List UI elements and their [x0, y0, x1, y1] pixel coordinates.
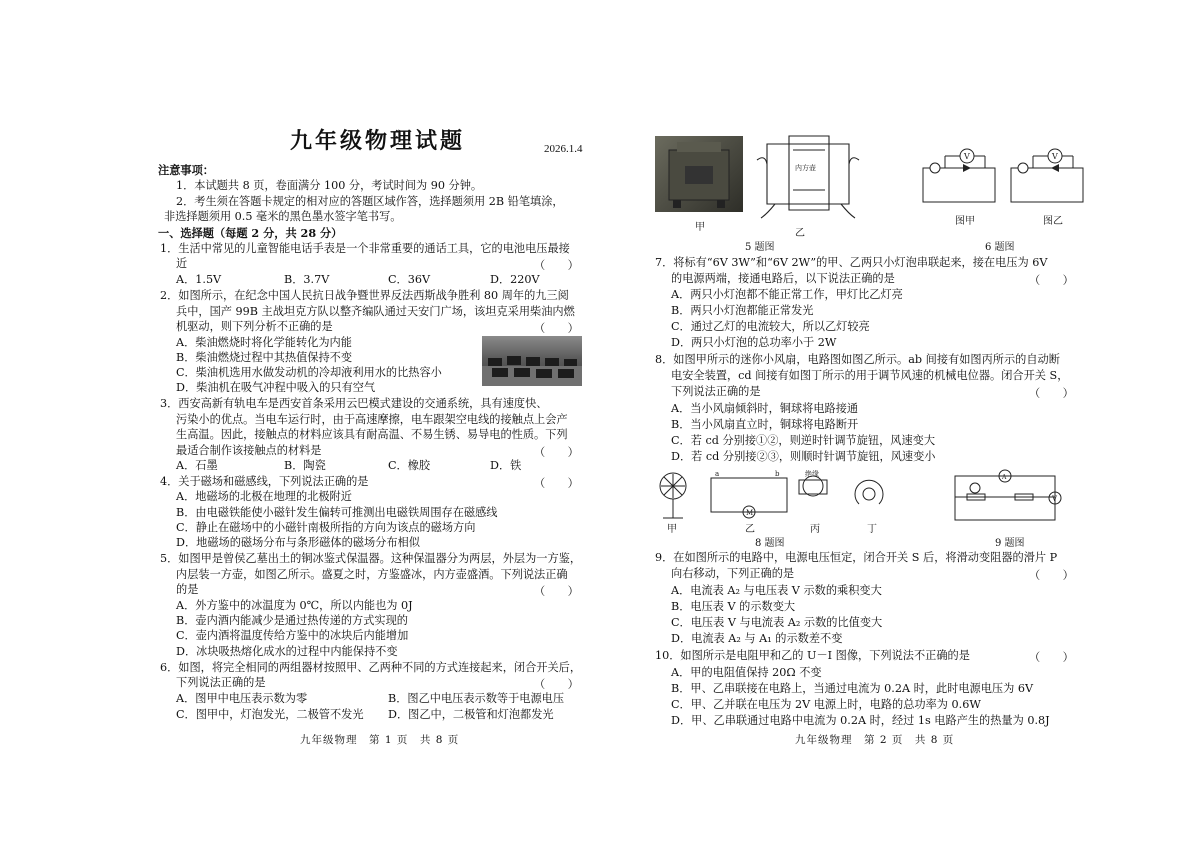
fig6-label-jia: 图甲 [955, 216, 975, 227]
q5-line3: 的是 [176, 583, 199, 596]
fig8-label-ding: 丁 [867, 524, 877, 535]
q6-option-b: B．图乙中电压表示数等于电源电压 [388, 692, 565, 705]
svg-text:A: A [1002, 474, 1007, 481]
q6-line2: 下列说法正确的是 [176, 676, 266, 689]
exam-title: 九年级物理试题 [290, 128, 466, 154]
svg-text:内方壶: 内方壶 [795, 164, 816, 172]
q9-option-b: B．电压表 V 的示数变大 [671, 600, 796, 613]
answer-paren: （ ） [534, 678, 579, 691]
q4-line1: 4．关于磁场和磁感线，下列说法正确的是 [160, 475, 369, 488]
fig6-circuits [915, 142, 1095, 210]
svg-text:b: b [775, 470, 780, 478]
fig5-caption: 5 题图 [745, 242, 775, 253]
q2-option-a: A．柴油燃烧时将化学能转化为内能 [176, 336, 352, 349]
q1-line1: 1．生活中常见的儿童智能电话手表是一个非常重要的通话工具，它的电池电压最接 [160, 242, 570, 255]
fig8-diagrams [655, 466, 905, 528]
answer-paren: （ ） [534, 446, 579, 459]
answer-paren: （ ） [534, 585, 579, 598]
q5-line2: 内层装一方壶，如图乙所示。盛夏之时，方鉴盛冰，内方壶盛酒。下列说法正确 [176, 568, 568, 581]
page-footer: 九年级物理 第 2 页 共 8 页 [795, 734, 955, 746]
q10-line1: 10．如图所示是电阻甲和乙的 U－I 图像，下列说法不正确的是 [655, 649, 970, 662]
q9-line2: 向右移动，下列正确的是 [671, 567, 795, 580]
exam-date: 2026.1.4 [544, 143, 583, 155]
q5-option-b: B．壶内酒内能减少是通过热传递的方式实现的 [176, 614, 408, 627]
q5-option-a: A．外方鉴中的冰温度为 0℃，所以内能也为 0J [176, 599, 413, 612]
q7-option-c: C．通过乙灯的电流较大，所以乙灯较亮 [671, 320, 870, 333]
q2-line3: 机驱动，则下列分析不正确的是 [176, 320, 333, 333]
q3-option-c: C．橡胶 [388, 459, 431, 472]
notice-2a: 2．考生须在答题卡规定的相对应的答题区域作答，选择题须用 2B 铅笔填涂， [176, 195, 564, 208]
q2-line1: 2．如图所示，在纪念中国人民抗日战争暨世界反法西斯战争胜利 80 周年的九三阅 [160, 289, 569, 302]
notice-1: 1．本试题共 8 页，卷面满分 100 分，考试时间为 90 分钟。 [176, 179, 483, 192]
notice-2b: 非选择题须用 0.5 毫米的黑色墨水签字笔书写。 [164, 210, 402, 223]
fig8-label-yi: 乙 [745, 524, 755, 535]
q3-option-d: D．铁 [490, 459, 522, 472]
q8-line2: 电安全装置，cd 间接有如图丁所示的用于调节风速的机械电位器。闭合开关 S， [671, 369, 1069, 382]
q9-option-c: C．电压表 V 与电流表 A₂ 示数的比值变大 [671, 616, 883, 629]
q4-option-c: C．静止在磁场中的小磁针南极所指的方向为该点的磁场方向 [176, 521, 476, 534]
bronze-vessel-photo [655, 136, 743, 212]
q3-option-a: A．石墨 [176, 459, 218, 472]
svg-text:绝缘: 绝缘 [805, 470, 819, 478]
page-footer: 九年级物理 第 1 页 共 8 页 [300, 734, 460, 746]
q10-option-d: D．甲、乙串联通过电路中电流为 0.2A 时，经过 1s 电路产生的热量为 0.8J [671, 714, 1050, 727]
fig8-label-jia: 甲 [667, 524, 677, 535]
answer-paren: （ ） [1029, 569, 1074, 582]
answer-paren: （ ） [534, 322, 579, 335]
fig6-caption: 6 题图 [985, 242, 1015, 253]
q1-option-a: A．1.5V [176, 273, 222, 286]
fig5-label-yi: 乙 [795, 228, 805, 239]
q9-line1: 9．在如图所示的电路中，电源电压恒定，闭合开关 S 后，将滑动变阻器的滑片 P [655, 551, 1058, 564]
answer-paren: （ ） [1029, 274, 1074, 287]
q6-option-a: A．图甲中电压表示数为零 [176, 692, 308, 705]
bronze-vessel-diagram [753, 130, 863, 222]
q5-option-c: C．壶内酒将温度传给方鉴中的冰块后内能增加 [176, 629, 409, 642]
q7-option-b: B．两只小灯泡都能正常发光 [671, 304, 814, 317]
answer-paren: （ ） [1029, 651, 1074, 664]
q10-option-b: B．甲、乙串联接在电路上，当通过电流为 0.2A 时，此时电源电压为 6V [671, 682, 1034, 695]
fig9-caption: 9 题图 [995, 538, 1025, 549]
q5-line1: 5．如图甲是曾侯乙墓出土的铜冰鉴式保温器。这种保温器分为两层，外层为一方鉴， [160, 552, 582, 565]
q3-line1: 3．西安高新有轨电车是西安首条采用云巴模式建设的交通系统，具有速度快、 [160, 397, 548, 410]
q2-line2: 兵中，国产 99B 主战坦克方队以整齐编队通过天安门广场，该坦克采用柴油内燃 [176, 305, 575, 318]
q9-option-d: D．电流表 A₂ 与 A₁ 的示数差不变 [671, 632, 843, 645]
q8-line1: 8．如图甲所示的迷你小风扇，电路图如图乙所示。ab 间接有如图丙所示的自动断 [655, 353, 1060, 366]
q10-option-a: A．甲的电阻值保持 20Ω 不变 [671, 666, 822, 679]
q8-option-c: C．若 cd 分别接①②，则逆时针调节旋钮，风速变大 [671, 434, 936, 447]
svg-text:V: V [1052, 152, 1058, 161]
page-1 [150, 0, 590, 849]
q4-option-d: D．地磁场的磁场分布与条形磁体的磁场分布相似 [176, 536, 420, 549]
q9-option-a: A．电流表 A₂ 与电压表 V 示数的乘积变大 [671, 584, 882, 597]
page-2 [645, 0, 1085, 849]
fig9-circuit [945, 466, 1075, 526]
q2-option-d: D．柴油机在吸气冲程中吸入的只有空气 [176, 381, 376, 394]
q6-option-d: D．图乙中，二极管和灯泡都发光 [388, 708, 554, 721]
q8-option-d: D．若 cd 分别接②③，则顺时针调节旋钮，风速变小 [671, 450, 936, 463]
tank-parade-photo [482, 336, 582, 386]
answer-paren: （ ） [534, 477, 579, 490]
q3-line2: 污染小的优点。当电车运行时，由于高速摩擦，电车跟架空电线的接触点上会产 [176, 413, 568, 426]
q1-option-b: B．3.7V [284, 273, 330, 286]
q8-option-a: A．当小风扇倾斜时，铜球将电路接通 [671, 402, 859, 415]
svg-text:V: V [1052, 495, 1058, 503]
q7-line1: 7．将标有“6V 3W”和“6V 2W”的甲、乙两只小灯泡串联起来，接在电压为 6V [655, 256, 1048, 269]
notice-heading: 注意事项： [158, 163, 214, 177]
q8-line3: 下列说法正确的是 [671, 385, 761, 398]
svg-text:a: a [715, 470, 720, 478]
fig8-label-bing: 丙 [810, 524, 820, 535]
q6-line1: 6．如图，将完全相同的两组器材按照甲、乙两种不同的方式连接起来，闭合开关后， [160, 661, 582, 674]
q1-option-c: C．36V [388, 273, 431, 286]
q4-option-a: A．地磁场的北极在地理的北极附近 [176, 490, 352, 503]
q3-line3: 生高温。因此，接触点的材料应该具有耐高温、不易生锈、易导电的性质。下列 [176, 428, 568, 441]
q2-option-b: B．柴油燃烧过程中其热值保持不变 [176, 351, 353, 364]
q6-option-c: C．图甲中，灯泡发光，二极管不发光 [176, 708, 364, 721]
svg-text:M: M [746, 509, 754, 517]
q5-option-d: D．冰块吸热熔化成水的过程中内能保持不变 [176, 645, 398, 658]
q1-option-d: D．220V [490, 273, 540, 286]
section-heading: 一、选择题（每题 2 分，共 28 分） [158, 226, 343, 240]
fig6-label-yi: 图乙 [1043, 216, 1063, 227]
q3-option-b: B．陶瓷 [284, 459, 326, 472]
svg-text:V: V [964, 152, 970, 161]
q7-option-d: D．两只小灯泡的总功率小于 2W [671, 336, 837, 349]
q4-option-b: B．由电磁铁能使小磁针发生偏转可推测出电磁铁周围存在磁感线 [176, 506, 498, 519]
q7-line2: 的电源两端，接通电路后，以下说法正确的是 [671, 272, 895, 285]
fig5-label-jia: 甲 [695, 222, 705, 233]
q3-line4: 最适合制作该接触点的材料是 [176, 444, 322, 457]
fig8-caption: 8 题图 [755, 538, 785, 549]
q1-line2: 近 [176, 257, 188, 270]
q10-option-c: C．甲、乙并联在电压为 2V 电源上时，电路的总功率为 0.6W [671, 698, 981, 711]
q8-option-b: B．当小风扇直立时，铜球将电路断开 [671, 418, 859, 431]
q2-option-c: C．柴油机选用水做发动机的冷却液利用水的比热容小 [176, 366, 442, 379]
answer-paren: （ ） [1029, 387, 1074, 400]
answer-paren: （ ） [534, 259, 579, 272]
q7-option-a: A．两只小灯泡都不能正常工作，甲灯比乙灯亮 [671, 288, 903, 301]
